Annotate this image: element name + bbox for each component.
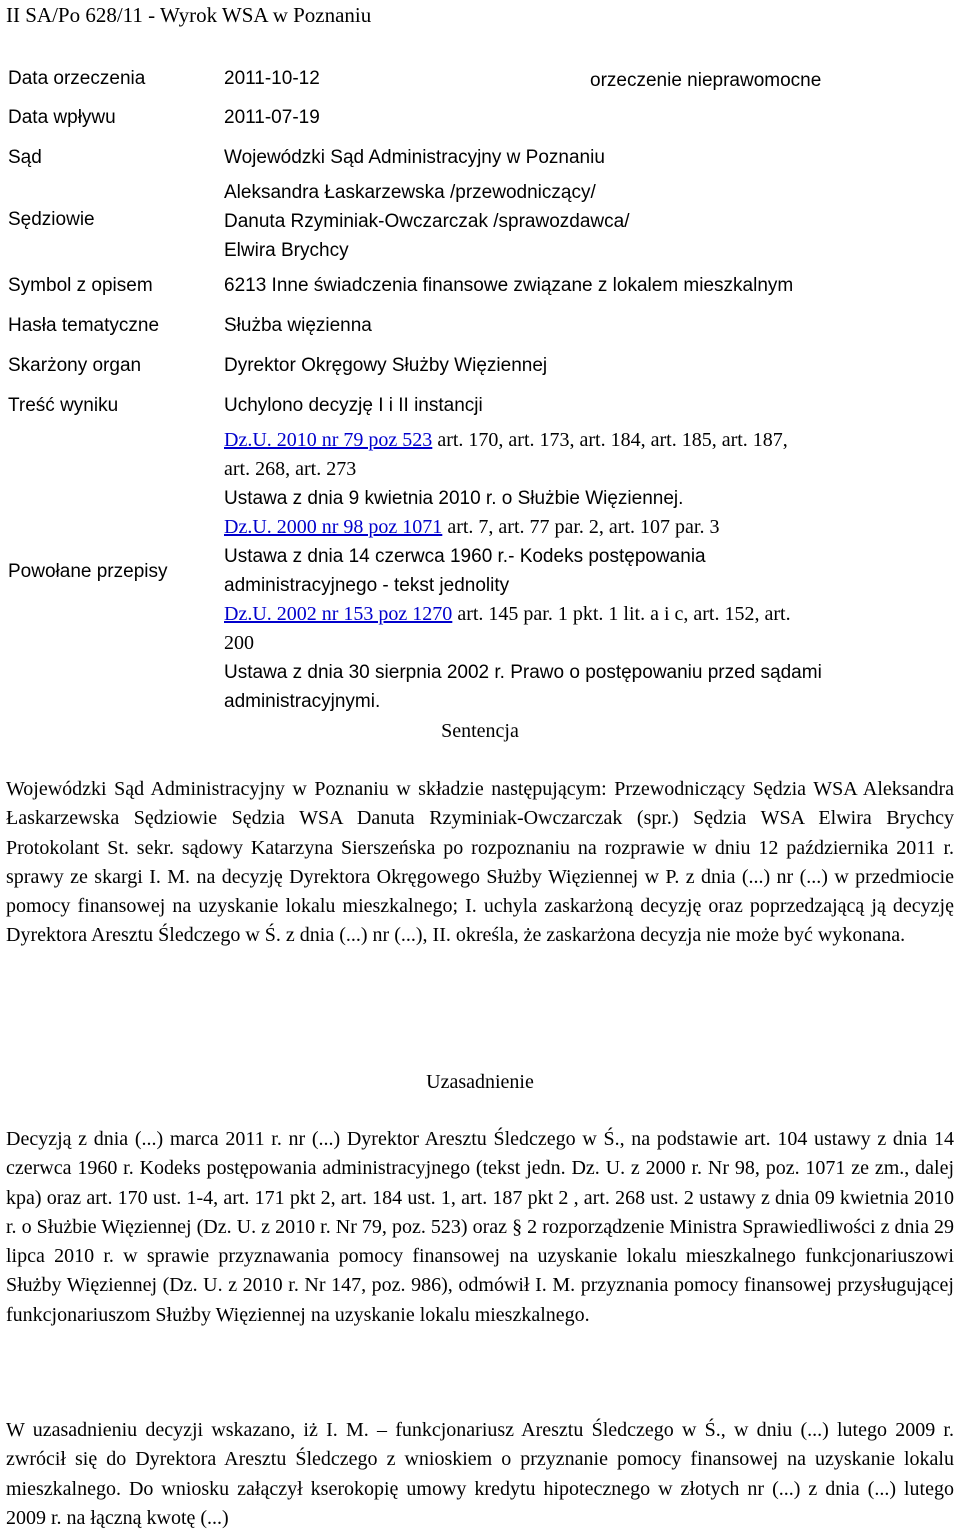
przepis-1-articles: art. 170, art. 173, art. 184, art. 185, art. 187, — [432, 429, 788, 451]
przepis-2-act-line1: Ustawa z dnia 14 czerwca 1960 r.- Kodeks postępowania — [224, 546, 706, 567]
label-organ: Skarżony organ — [8, 355, 142, 376]
przepis-1-link[interactable]: Dz.U. 2010 nr 79 poz 523 — [224, 429, 433, 451]
value-wynik: Uchylono decyzję I i II instancji — [224, 395, 483, 416]
przepis-2-act-line2: administracyjnego - tekst jednolity — [224, 575, 510, 596]
label-hasla: Hasła tematyczne — [8, 315, 160, 336]
przepis-3-act-line2: administracyjnymi. — [224, 691, 381, 712]
value-data-orzeczenia: 2011-10-12 — [224, 68, 320, 89]
status-note: orzeczenie nieprawomocne — [590, 70, 822, 91]
przepis-3-articles: art. 145 par. 1 pkt. 1 lit. a i c, art. 152, art. — [452, 603, 791, 625]
przepis-2-line1 — [224, 513, 719, 542]
label-sad: Sąd — [8, 147, 42, 168]
sentencja-text: Wojewódzki Sąd Administracyjny w Poznaniu w składzie następującym: Przewodniczący Sędzia WSA Aleksandra Łaskarzewska Sędziowie Sędzia WSA Danuta Rzyminiak-Owczarczak (spr.) Sędzia WSA Elwira Brychcy Protokolant St. sekr. sądowy Katarzyna Sierszeńska po rozpoznaniu na rozprawie w dniu 12 października 2011 r. sprawy ze skargi I. M. na decyzję Dyrektora Okręgowego Służby Więziennej w P. z dnia (...) nr (...) w przedmiocie pomocy finansowej na uzyskanie lokalu mieszkalnego; I. uchyla zaskarżoną decyzję oraz poprzedzającą ją decyzję Dyrektora Aresztu Śledczego w Ś. z dnia (...) nr (...), II. określa, że zaskarżona decyzja nie może być wykonana. — [6, 778, 954, 947]
przepis-3-articles-cont: 200 — [224, 632, 254, 654]
label-data-orzeczenia: Data orzeczenia — [8, 68, 146, 89]
value-sad: Wojewódzki Sąd Administracyjny w Poznaniu — [224, 147, 605, 168]
value-symbol: 6213 Inne świadczenia finansowe związane z lokalem mieszkalnym — [224, 275, 794, 296]
przepis-1-act: Ustawa z dnia 9 kwietnia 2010 r. o Służbie Więziennej. — [224, 488, 684, 509]
label-symbol: Symbol z opisem — [8, 275, 153, 296]
sentencja-heading: Sentencja — [441, 720, 519, 742]
value-sedzia-1: Aleksandra Łaskarzewska /przewodniczący/ — [224, 182, 596, 203]
value-data-wplywu: 2011-07-19 — [224, 107, 320, 128]
label-wynik: Treść wyniku — [8, 395, 119, 416]
przepis-3-line1 — [224, 600, 791, 629]
label-przepisy: Powołane przepisy — [8, 561, 168, 582]
przepis-2-articles: art. 7, art. 77 par. 2, art. 107 par. 3 — [442, 516, 720, 538]
uzasadnienie-heading: Uzasadnienie — [426, 1071, 534, 1093]
page-title: II SA/Po 628/11 - Wyrok WSA w Poznaniu — [6, 3, 372, 27]
przepis-1-articles-cont: art. 268, art. 273 — [224, 458, 357, 480]
label-data-wplywu: Data wpływu — [8, 107, 116, 128]
value-sedzia-3: Elwira Brychcy — [224, 240, 349, 261]
przepis-3-act-line1: Ustawa z dnia 30 sierpnia 2002 r. Prawo o postępowaniu przed sądami — [224, 662, 822, 683]
przepis-1-line1 — [224, 426, 788, 455]
przepis-3-link[interactable]: Dz.U. 2002 nr 153 poz 1270 — [224, 603, 453, 625]
value-sedzia-2: Danuta Rzyminiak-Owczarczak /sprawozdawca/ — [224, 211, 630, 232]
uzasadnienie-paragraph-2: W uzasadnieniu decyzji wskazano, iż I. M. – funkcjonariusz Aresztu Śledczego w Ś., w dniu (...) lutego 2009 r. zwrócił się do Dyrektora Aresztu Śledczego z wnioskiem o przyznanie pomocy finansowej na uzyskanie lokalu mieszkalnego. Do wniosku załączył kserokopię umowy kredytu hipotecznego w złotych nr (...) z dnia (...) lutego 2009 r. na łączną kwotę (...) — [6, 1419, 954, 1529]
value-organ: Dyrektor Okręgowy Służby Więziennej — [224, 355, 548, 376]
label-sedziowie: Sędziowie — [8, 209, 95, 230]
przepis-2-link[interactable]: Dz.U. 2000 nr 98 poz 1071 — [224, 516, 443, 538]
case-metadata — [0, 60, 960, 740]
value-hasla: Służba więzienna — [224, 315, 372, 336]
uzasadnienie-paragraph-1: Decyzją z dnia (...) marca 2011 r. nr (...) Dyrektor Aresztu Śledczego w Ś., na podstawie art. 104 ustawy z dnia 14 czerwca 1960 r. Kodeks postępowania administracyjnego (tekst jedn. Dz. U. z 2000 r. Nr 98, poz. 1071 ze zm., dalej kpa) oraz art. 170 ust. 1-4, art. 171 pkt 2, art. 184 ust. 1, art. 187 pkt 2 , art. 268 ust. 2 ustawy z dnia 09 kwietnia 2010 r. o Służbie Więziennej (Dz. U. z 2010 r. Nr 79, poz. 523) oraz § 2 rozporządzenie Ministra Sprawiedliwości z dnia 29 lipca 2010 r. w sprawie przyznawania pomocy finansowej na uzyskanie lokalu mieszkalnego funkcjonariuszowi Służby Więziennej (Dz. U. z 2010 r. Nr 147, poz. 986), odmówił I. M. przyznania pomocy finansowej przysługującej funkcjonariuszom Służby Więziennej na uzyskanie lokalu mieszkalnego. — [6, 1128, 954, 1326]
